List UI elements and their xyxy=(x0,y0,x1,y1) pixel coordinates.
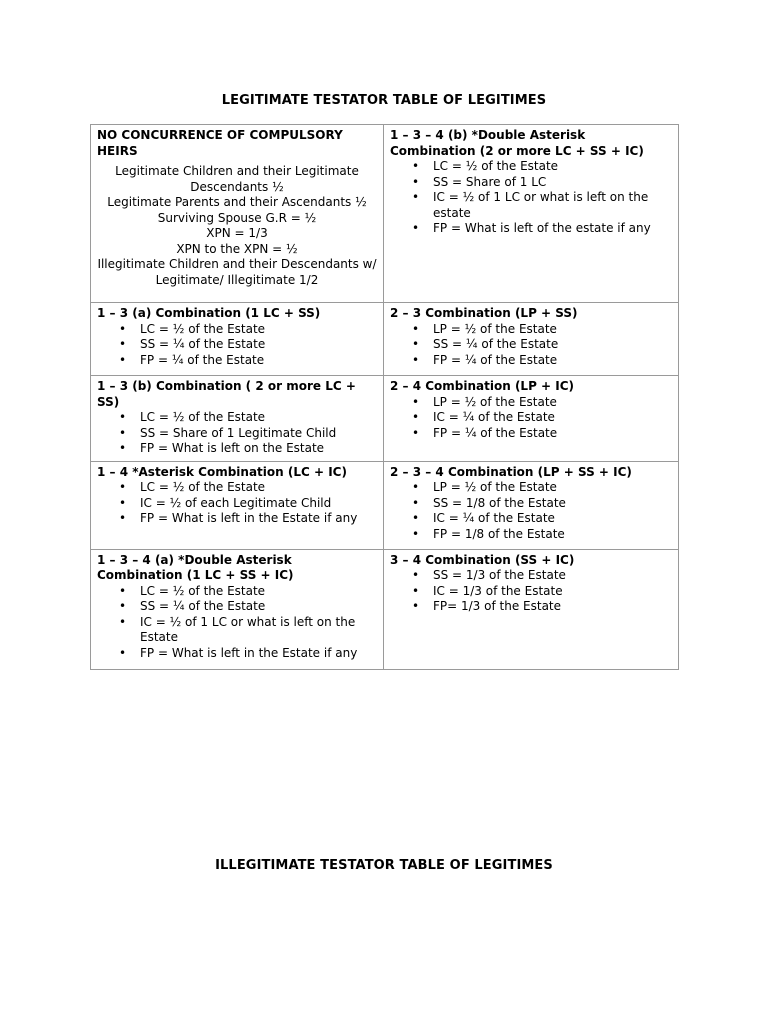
cell-234-combination xyxy=(384,461,679,549)
cell-13b-combination xyxy=(91,376,384,462)
list-item: • IC = ½ of each Legitimate Child xyxy=(119,496,377,512)
list-item: • IC = ½ of 1 LC or what is left on the Estate xyxy=(119,615,377,646)
list-item: • SS = 1/3 of the Estate xyxy=(412,568,672,584)
cell-heading: 1 – 3 – 4 (a) *Double Asterisk Combination (1 LC + SS + IC) xyxy=(97,552,294,582)
legitimate-table-title: LEGITIMATE TESTATOR TABLE OF LEGITIMES xyxy=(221,93,547,108)
cell-heading: 1 – 3 (a) Combination (1 LC + SS) xyxy=(97,306,321,320)
list-item: • IC = ¼ of the Estate xyxy=(412,511,672,527)
list-item: • LC = ½ of the Estate xyxy=(119,584,377,600)
list-item: • SS = ¼ of the Estate xyxy=(412,337,672,353)
cell-23-combination xyxy=(384,303,679,376)
cell-134a-combination xyxy=(91,549,384,669)
table-row xyxy=(91,376,679,462)
list-item: • SS = 1/8 of the Estate xyxy=(412,496,672,512)
line-legitimate-parents: Legitimate Parents and their Ascendants ½ xyxy=(107,195,367,209)
list-item: • SS = Share of 1 LC xyxy=(412,175,672,191)
list-item: • LP = ½ of the Estate xyxy=(412,395,672,411)
legitimate-legitimes-table xyxy=(90,124,679,670)
list-item: • FP = ¼ of the Estate xyxy=(412,426,672,442)
list-item: • FP = What is left in the Estate if any xyxy=(119,646,377,662)
table-row xyxy=(91,549,679,669)
list-item: • FP = What is left on the Estate xyxy=(119,441,377,457)
cell-heading: 2 – 3 Combination (LP + SS) xyxy=(390,306,578,320)
list-item: • IC = ½ of 1 LC or what is left on the estate xyxy=(412,190,672,221)
list-item: • FP = ¼ of the Estate xyxy=(412,353,672,369)
list-item: • FP = What is left of the estate if any xyxy=(412,221,672,237)
list-item: • FP = What is left in the Estate if any xyxy=(119,511,377,527)
cell-heading: 1 – 3 (b) Combination ( 2 or more LC + SS) xyxy=(97,379,356,409)
share-list xyxy=(97,480,377,527)
list-item: • LC = ½ of the Estate xyxy=(412,159,672,175)
cell-heading: 2 – 3 – 4 Combination (LP + SS + IC) xyxy=(390,464,632,479)
line-xpn: XPN = 1/3 xyxy=(206,226,268,240)
line-illegitimate-children: Illegitimate Children and their Descendants w/ Legitimate/ Illegitimate 1/2 xyxy=(97,257,377,287)
cell-24-combination xyxy=(384,376,679,462)
share-list xyxy=(97,410,377,457)
list-item: • SS = Share of 1 Legitimate Child xyxy=(119,426,377,442)
list-item: • FP = ¼ of the Estate xyxy=(119,353,377,369)
cell-heading: 3 – 4 Combination (SS + IC) xyxy=(390,552,575,567)
share-list xyxy=(390,159,672,237)
line-legitimate-children: Legitimate Children and their Legitimate Descendants ½ xyxy=(115,164,359,194)
cell-34-combination xyxy=(384,549,679,669)
list-item: • LC = ½ of the Estate xyxy=(119,410,377,426)
cell-heading: 2 – 4 Combination (LP + IC) xyxy=(390,379,575,393)
list-item: • IC = 1/3 of the Estate xyxy=(412,584,672,600)
list-item: • LP = ½ of the Estate xyxy=(412,480,672,496)
illegitimate-table-title: ILLEGITIMATE TESTATOR TABLE OF LEGITIMES xyxy=(215,858,553,873)
cell-13a-combination xyxy=(91,303,384,376)
list-item: • SS = ¼ of the Estate xyxy=(119,599,377,615)
list-item: • FP= 1/3 of the Estate xyxy=(412,599,672,615)
cell-heading: 1 – 3 – 4 (b) *Double Asterisk Combination (2 or more LC + SS + IC) xyxy=(390,128,644,158)
list-item: • LP = ½ of the Estate xyxy=(412,322,672,338)
list-item: • IC = ¼ of the Estate xyxy=(412,410,672,426)
list-item: • LC = ½ of the Estate xyxy=(119,322,377,338)
cell-134b-combination xyxy=(384,125,679,303)
list-item: • SS = ¼ of the Estate xyxy=(119,337,377,353)
cell-heading: NO CONCURRENCE OF COMPULSORY HEIRS xyxy=(97,128,343,158)
no-concurrence-lines xyxy=(97,164,377,288)
cell-no-concurrence xyxy=(91,125,384,303)
cell-14-combination xyxy=(91,461,384,549)
table-row xyxy=(91,461,679,549)
list-item: • FP = 1/8 of the Estate xyxy=(412,527,672,543)
line-surviving-spouse: Surviving Spouse G.R = ½ xyxy=(157,210,317,225)
table-row xyxy=(91,125,679,303)
table-row xyxy=(91,303,679,376)
line-xpn-to-xpn: XPN to the XPN = ½ xyxy=(176,241,298,256)
share-list xyxy=(390,480,672,542)
list-item: • LC = ½ of the Estate xyxy=(119,480,377,496)
share-list xyxy=(390,322,672,369)
share-list xyxy=(390,568,672,615)
share-list xyxy=(97,322,377,369)
cell-heading: 1 – 4 *Asterisk Combination (LC + IC) xyxy=(97,464,347,479)
share-list xyxy=(97,584,377,662)
share-list xyxy=(390,395,672,442)
